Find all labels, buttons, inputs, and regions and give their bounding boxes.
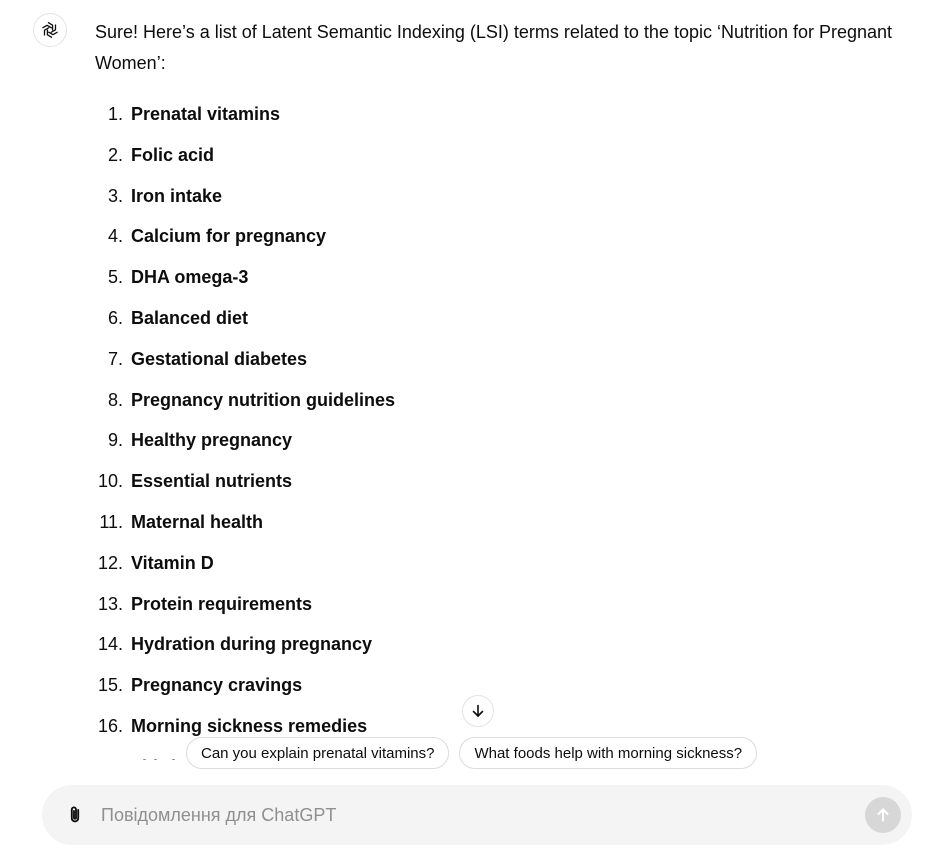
message-composer [42, 785, 912, 845]
list-number: 1. [107, 104, 123, 124]
arrow-up-icon [874, 806, 892, 824]
list-item [95, 589, 905, 630]
list-item [95, 262, 905, 303]
openai-logo-icon [39, 19, 61, 41]
list-term: Gestational diabetes [131, 348, 308, 369]
suggestion-chip-morning-sickness[interactable]: What foods help with morning sickness? [459, 737, 757, 769]
list-item [95, 181, 905, 222]
list-term: Balanced diet [131, 307, 249, 328]
list-number: 9. [107, 430, 123, 451]
list-item [95, 466, 905, 507]
list-item [95, 344, 905, 385]
list-term: Calcium for pregnancy [131, 226, 327, 247]
message-intro: Sure! Here’s a list of Latent Semantic Indexing (LSI) terms related to the topic ‘Nutrition for Pregnant Women’: [95, 22, 893, 73]
list-term: Pregnancy nutrition guidelines [131, 389, 396, 410]
list-term: Morning sickness remedies [131, 715, 368, 736]
list-number: 10. [97, 471, 123, 492]
list-item [95, 425, 905, 466]
list-term: Essential nutrients [131, 471, 293, 492]
suggestion-chip-prenatal-vitamins[interactable]: Can you explain prenatal vitamins? [186, 737, 449, 769]
list-term: Vitamin D [131, 552, 214, 573]
list-number: 15. [97, 675, 123, 696]
arrow-down-icon [470, 703, 486, 719]
list-term: Folic acid [131, 144, 215, 165]
list-item [95, 670, 905, 711]
list-number: 16. [97, 715, 123, 736]
list-item [95, 548, 905, 589]
list-number: 3. [107, 185, 123, 206]
list-number: 13. [97, 593, 123, 614]
list-number: 6. [107, 307, 123, 328]
list-number: 12. [97, 552, 123, 573]
list-number: 7. [107, 348, 123, 369]
list-item [95, 140, 905, 181]
message-input[interactable] [99, 799, 865, 831]
list-number: 8. [107, 389, 123, 410]
list-term: Protein requirements [131, 593, 313, 614]
lsi-terms-list [95, 99, 905, 793]
attach-button[interactable] [63, 803, 87, 827]
assistant-message [95, 17, 905, 793]
list-number: 4. [107, 226, 123, 247]
list-item [95, 99, 905, 140]
list-number: 5. [107, 267, 123, 288]
list-item [95, 629, 905, 670]
list-number: 2. [107, 144, 123, 165]
suggestion-chips [186, 737, 757, 769]
list-item [95, 221, 905, 262]
list-number: 14. [97, 634, 123, 655]
list-term: Pregnancy cravings [131, 675, 303, 696]
list-number: 11. [99, 511, 123, 532]
list-item [95, 303, 905, 344]
list-item [95, 507, 905, 548]
list-term: Healthy pregnancy [131, 430, 293, 451]
list-term: Prenatal vitamins [131, 104, 281, 124]
list-term: DHA omega-3 [131, 267, 249, 288]
list-term: Iron intake [131, 185, 223, 206]
list-term: Maternal health [131, 511, 264, 532]
list-item [95, 385, 905, 426]
paperclip-icon [64, 804, 86, 826]
assistant-avatar [33, 13, 67, 47]
scroll-to-bottom-button[interactable] [462, 695, 494, 727]
send-button[interactable] [865, 797, 901, 833]
list-term: Hydration during pregnancy [131, 634, 373, 655]
